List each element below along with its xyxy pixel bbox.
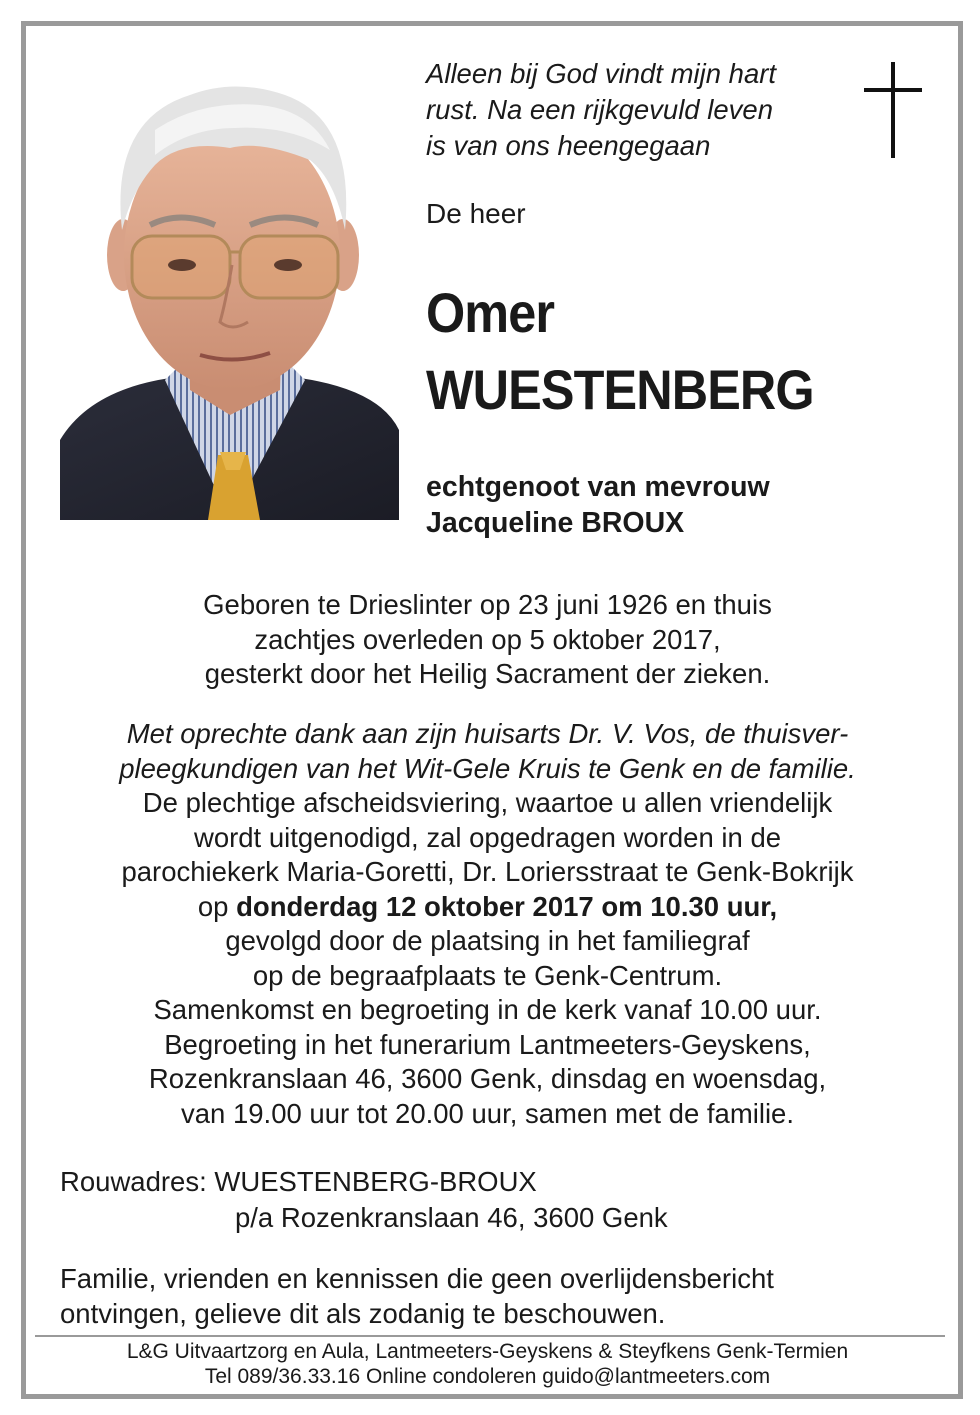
text-line: Met oprechte dank aan zijn huisarts Dr. V. Vos, de thuisver- [126, 718, 849, 749]
ceremony-date: donderdag 12 oktober 2017 om 10.30 uur, [236, 890, 778, 922]
mourning-address [60, 1164, 668, 1236]
motto-line: is van ons heengegaan [426, 130, 711, 161]
ceremony-date-line [40, 890, 935, 925]
portrait-photo [60, 60, 399, 520]
text-line: parochiekerk Maria-Goretti, Dr. Loriersstraat te Genk-Bokrijk [121, 856, 854, 887]
footer [40, 1339, 935, 1389]
text-line: Geboren te Drieslinter op 23 juni 1926 en thuis [203, 589, 772, 620]
family-note [60, 1261, 920, 1331]
footer-contact: Tel 089/36.33.16 Online condoleren guido@lantmeeters.com [204, 1365, 771, 1388]
ceremony-paragraph [40, 786, 935, 1131]
spouse-relation: echtgenoot van mevrouw [426, 471, 770, 503]
text-line: gesterkt door het Heilig Sacrament der zieken. [204, 658, 771, 689]
address-street-line: p/a Rozenkranslaan 46, 3600 Genk [235, 1202, 668, 1233]
gratitude-paragraph [40, 717, 935, 786]
text-line: ontvingen, gelieve dit als zodanig te beschouwen. [60, 1298, 666, 1329]
text-line: Samenkomst en begroeting in de kerk vanaf 10.00 uur. [153, 994, 822, 1025]
motto-line: rust. Na een rijkgevuld leven [426, 94, 773, 125]
text-line: wordt uitgenodigd, zal opgedragen worden in de [193, 821, 782, 853]
spouse-name: Jacqueline BROUX [426, 507, 685, 539]
text-line: pleegkundigen van het Wit-Gele Kruis te Genk en de familie. [119, 752, 856, 784]
date-prefix: op [197, 890, 229, 922]
deceased-first-name: Omer [426, 281, 555, 344]
text-line: van 19.00 uur tot 20.00 uur, samen met de familie. [180, 1097, 794, 1129]
title-prefix: De heer [426, 198, 526, 229]
deceased-last-name: WUESTENBERG [426, 358, 814, 421]
text-line: gevolgd door de plaatsing in het familiegraf [225, 925, 750, 956]
cross-icon [862, 62, 924, 160]
birth-death-paragraph [40, 588, 935, 692]
motto [426, 56, 846, 164]
motto-line: Alleen bij God vindt mijn hart [426, 58, 777, 89]
text-line: op de begraafplaats te Genk-Centrum. [252, 959, 723, 991]
text-line: Familie, vrienden en kennissen die geen overlijdensbericht [60, 1263, 774, 1294]
text-line: zachtjes overleden op 5 oktober 2017, [254, 623, 721, 655]
footer-funeral-home: L&G Uitvaartzorg en Aula, Lantmeeters-Geyskens & Steyfkens Genk-Termien [126, 1340, 849, 1363]
text-line: Begroeting in het funerarium Lantmeeters-Geyskens, [164, 1028, 811, 1060]
text-line: Rozenkranslaan 46, 3600 Genk, dinsdag en woensdag, [148, 1063, 827, 1094]
footer-divider [35, 1335, 945, 1337]
text-line: De plechtige afscheidsviering, waartoe u allen vriendelijk [142, 787, 833, 818]
address-label-line: Rouwadres: WUESTENBERG-BROUX [60, 1166, 537, 1197]
